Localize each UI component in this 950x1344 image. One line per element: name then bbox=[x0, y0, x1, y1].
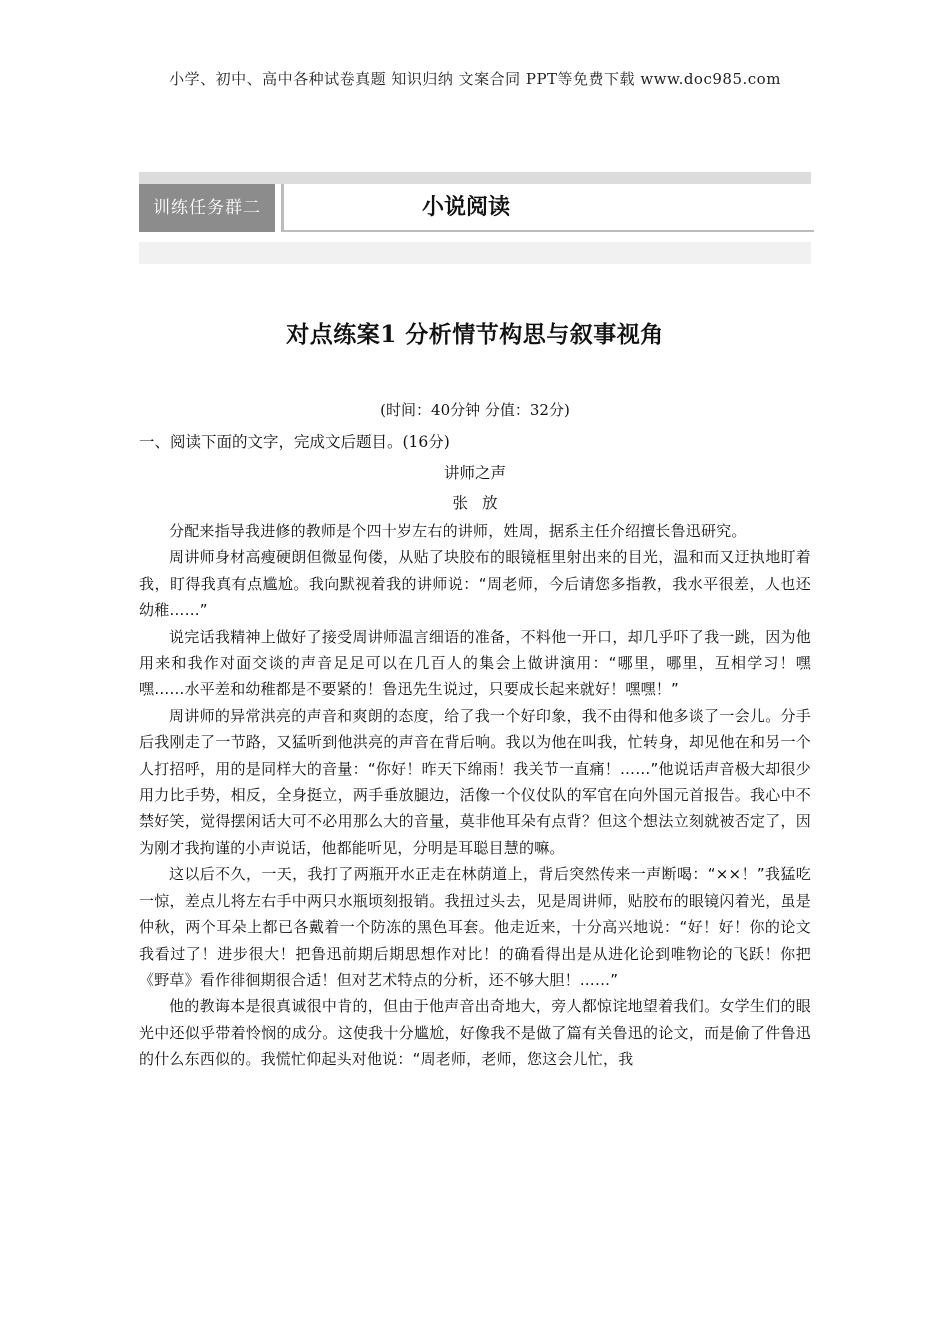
story-paragraph: 分配来指导我进修的教师是个四十岁左右的讲师，姓周，据系主任介绍擅长鲁迅研究。 bbox=[169, 522, 747, 540]
banner-title: 小说阅读 bbox=[422, 194, 511, 220]
story-paragraph: 周讲师的异常洪亮的声音和爽朗的态度，给了我一个好印象，我不由得和他多谈了一会儿。分手后我刚走了一节路，又猛听到他洪亮的声音在背后响。我以为他在叫我，忙转身，却见他在和另一个人打招呼，用的是同样大的音量：“你好！昨天下绵雨！我关节一直痛！……”他说话声音极大却很少用力比手势，相反，全身挺立，两手垂放腿边，活像一个仪仗队的军官在向外国元首报告。我心中不禁好笑，觉得摆闲话大可不必用那么大的音量，莫非他耳朵有点背？但这个想法立刻就被否定了，因为刚才我拘谨的小声说话，他都能听见，分明是耳聪目慧的嘛。 bbox=[139, 706, 811, 857]
story-paragraph: 他的教诲本是很真诚很中肯的，但由于他声音出奇地大，旁人都惊诧地望着我们。女学生们的眼光中还似乎带着怜悯的成分。这使我十分尴尬，好像我不是做了篇有关鲁迅的论文，而是偷了件鲁迅的什么东西似的。我慌忙仰起头对他说：“周老师，老师，您这会儿忙，我 bbox=[139, 997, 811, 1069]
site-header: 小学、初中、高中各种试卷真题 知识归纳 文案合同 PPT等免费下载 www.doc985.com bbox=[169, 70, 781, 88]
banner-top-bar bbox=[139, 172, 811, 184]
story-paragraph: 这以后不久，一天，我打了两瓶开水正走在林荫道上，背后突然传来一声断喝：“××！”我猛吃一惊，差点儿将左右手中两只水瓶顷刻报销。我扭过头去，见是周讲师，贴胶布的眼镜闪着光，虽是仲秋，两个耳朵上都已各戴着一个防冻的黑色耳套。他走近来，十分高兴地说：“好！好！你的论文我看过了！进步很大！把鲁迅前期后期思想作对比！的确看得出是从进化论到唯物论的飞跃！你把《野草》看作徘徊期很合适！但对艺术特点的分析，还不够大胆！……” bbox=[139, 865, 811, 989]
story-paragraph: 周讲师身材高瘦硬朗但微显佝偻，从贴了块胶布的眼镜框里射出来的目光，温和而又迂执地盯着我，盯得我真有点尴尬。我向默视着我的讲师说：“周老师，今后请您多指教，我水平很差，人也还幼稚……” bbox=[139, 548, 811, 620]
story-title: 讲师之声 bbox=[443, 464, 506, 482]
story-author: 张放 bbox=[452, 494, 512, 512]
story-body bbox=[139, 518, 811, 1073]
story-paragraph: 说完话我精神上做好了接受周讲师温言细语的准备，不料他一开口，却几乎吓了我一跳，因为他用来和我作对面交谈的声音足足可以在几百人的集会上做讲演用：“哪里，哪里，互相学习！嘿嘿……水平差和幼稚都是不要紧的！鲁迅先生说过，只要成长起来就好！嘿嘿！” bbox=[139, 627, 811, 699]
banner-bottom-bar bbox=[139, 242, 811, 264]
question-heading: 一、阅读下面的文字，完成文后题目。(16分) bbox=[139, 433, 450, 451]
page-title: 对点练案1 分析情节构思与叙事视角 bbox=[286, 321, 664, 348]
time-score-info: (时间：40分钟 分值：32分) bbox=[380, 401, 570, 419]
banner-label: 训练任务群二 bbox=[139, 184, 275, 232]
section-banner bbox=[139, 172, 811, 264]
banner-title-box bbox=[281, 184, 814, 232]
